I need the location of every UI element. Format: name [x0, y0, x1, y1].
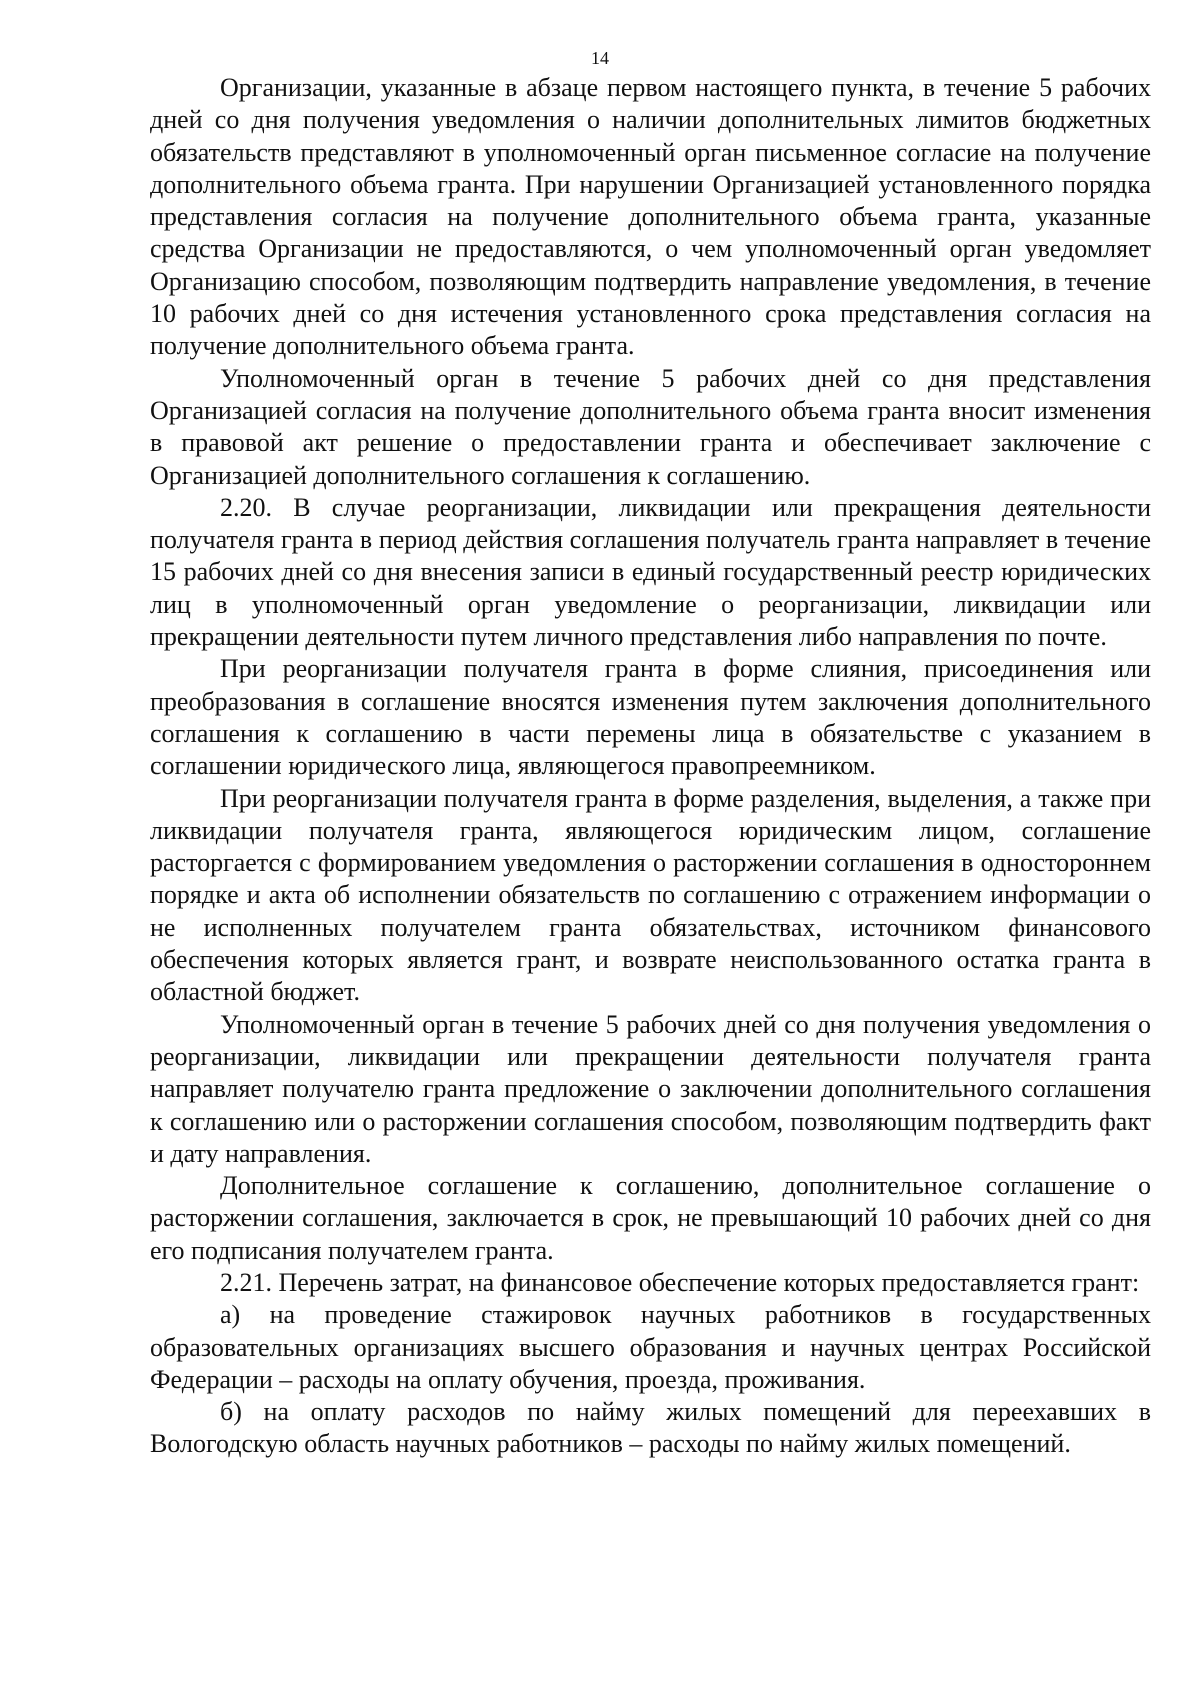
page-number: 14	[591, 48, 609, 68]
paragraph-clause-2-21: 2.21. Перечень затрат, на финансовое обеспечение которых предоставляется грант:	[220, 1267, 1140, 1297]
paragraph-authority-changes: Уполномоченный орган в течение 5 рабочих дней со дня представления Организацией согласия на получение дополнительного объема гранта вносит изменения в правовой акт решение о предоставлении гранта и обеспечивает заключение с Организацией дополнительного соглашения к соглашению.	[150, 363, 1151, 490]
paragraph-item-a: а) на проведение стажировок научных работников в государственных образовательных организациях высшего образования и научных центрах Российской Федерации – расходы на оплату обучения, проезда, проживания.	[150, 1300, 1151, 1394]
paragraph-item-b: б) на оплату расходов по найму жилых помещений для переехавших в Вологодскую область научных работников – расходы по найму жилых помещений.	[150, 1397, 1151, 1459]
paragraph-organizations-consent: Организации, указанные в абзаце первом настоящего пункта, в течение 5 рабочих дней со дня получения уведомления о наличии дополнительных лимитов бюджетных обязательств представляют в уполномоченный орган письменное согласие на получение дополнительного объема гранта. При нарушении Организацией установленного порядка представления согласия на получение дополнительного объема гранта, указанные средства Организации не предоставляются, о чем уполномоченный орган уведомляет Организацию способом, позволяющим подтвердить направление уведомления, в течение 10 рабочих дней со дня истечения установленного срока представления согласия на получение дополнительного объема гранта.	[150, 73, 1151, 361]
paragraph-division-liquidation: При реорганизации получателя гранта в форме разделения, выделения, а также при ликвидации получателя гранта, являющегося юридическим лицом, соглашение расторгается с формированием уведомления о расторжении соглашения в одностороннем порядке и акта об исполнении обязательств по соглашению с отражением информации о не исполненных получателем гранта обязательствах, источником финансового обеспечения которых является грант, и возврате неиспользованного остатка гранта в областной бюджет.	[150, 783, 1151, 1007]
paragraph-merger-reorganization: При реорганизации получателя гранта в форме слияния, присоединения или преобразования в соглашение вносятся изменения путем заключения дополнительного соглашения к соглашению в части перемены лица в обязательстве с указанием в соглашении юридического лица, являющегося правопреемником.	[150, 654, 1151, 781]
paragraph-authority-proposal: Уполномоченный орган в течение 5 рабочих дней со дня получения уведомления о реорганизации, ликвидации или прекращении деятельности получателя гранта направляет получателю гранта предложение о заключении дополнительного соглашения к соглашению или о расторжении соглашения способом, позволяющим подтвердить факт и дату направления.	[150, 1009, 1151, 1168]
paragraph-clause-2-20: 2.20. В случае реорганизации, ликвидации или прекращения деятельности получателя гранта в период действия соглашения получатель гранта направляет в течение 15 рабочих дней со дня внесения записи в единый государственный реестр юридических лиц в уполномоченный орган уведомление о реорганизации, ликвидации или прекращении деятельности путем личного представления либо направления по почте.	[150, 492, 1151, 652]
document-body	[150, 72, 1151, 1461]
paragraph-additional-agreement-term: Дополнительное соглашение к соглашению, дополнительное соглашение о расторжении соглашения, заключается в срок, не превышающий 10 рабочих дней со дня его подписания получателем гранта.	[150, 1171, 1151, 1265]
